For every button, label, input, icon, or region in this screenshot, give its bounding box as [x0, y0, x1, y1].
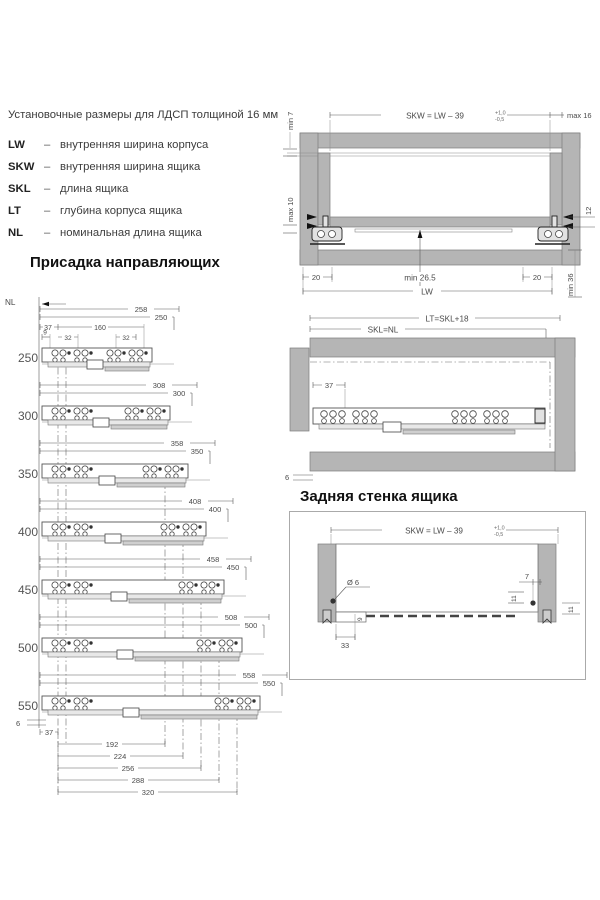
row-label: 400	[18, 525, 39, 539]
dim9-label: 9	[357, 617, 364, 621]
row-label: 300	[18, 409, 39, 423]
dim-160: 160	[94, 325, 106, 332]
row-label: 550	[18, 699, 39, 713]
skw-formula: SKW = LW – 39	[406, 111, 464, 121]
legend-term: NL	[8, 227, 24, 239]
chain-256: 256	[121, 764, 135, 773]
drawer-section	[318, 153, 562, 232]
dimension-chain	[40, 728, 237, 797]
row-label: 250	[18, 351, 39, 365]
dim11-label: 11	[511, 595, 518, 602]
rail-row-500	[18, 613, 269, 661]
dim-outer: 408	[188, 497, 202, 506]
legend-item	[8, 139, 278, 159]
lt-dimension	[310, 313, 560, 324]
intro-text: Установочные размеры для ЛДСП толщиной 16 мм	[8, 109, 279, 121]
slide-assembly	[313, 408, 545, 434]
dim-20-right: 20	[532, 273, 542, 282]
back-panel-drawing	[288, 510, 588, 682]
bottom-offset-dim	[16, 719, 46, 728]
row-label: 450	[18, 583, 39, 597]
max10-dimension	[283, 197, 297, 233]
rail-row-300	[18, 381, 197, 429]
legend-dash: –	[44, 227, 51, 239]
legend-desc: номинальная длина ящика	[60, 227, 202, 239]
dim11b-label: 11	[568, 606, 575, 613]
dim-inner: 550	[262, 679, 276, 688]
dim-inner: 250	[154, 313, 168, 322]
chain-37: 37	[44, 728, 54, 737]
rail-row-550	[18, 671, 287, 719]
rail-row-450	[18, 555, 251, 603]
max10-label: max 10	[286, 197, 295, 222]
dim-37	[313, 381, 345, 408]
skw-formula: SKW = LW – 39	[405, 526, 463, 536]
legend-dash: –	[44, 139, 51, 151]
legend-desc: длина ящика	[60, 183, 129, 195]
max16-label: max 16	[567, 111, 592, 120]
dim-6	[285, 473, 313, 482]
min36-label: min 36	[566, 273, 575, 296]
dim6-label: 6	[285, 473, 290, 482]
dim-inner: 500	[244, 621, 258, 630]
rail-row-400	[18, 497, 233, 545]
legend-desc: глубина корпуса ящика	[60, 205, 183, 217]
legend-term: LT	[8, 205, 21, 217]
tolerance-minus: -0,5	[495, 117, 505, 123]
tolerance-plus: +1,0	[494, 525, 505, 532]
legend-item	[8, 183, 278, 203]
rail-row-250	[18, 305, 179, 371]
min7-label: min 7	[286, 111, 295, 130]
tolerance-minus: -0,5	[494, 532, 504, 538]
dim12-label: 12	[584, 206, 593, 215]
legend-dash: –	[44, 161, 51, 173]
dim-inner: 300	[172, 389, 186, 398]
dim-inner: 400	[208, 505, 222, 514]
legend-term: SKW	[8, 161, 35, 173]
dim-outer: 508	[224, 613, 238, 622]
dim-outer: 308	[152, 381, 166, 390]
dim-min265: min 26.5	[404, 273, 436, 283]
section-heading-back-panel: Задняя стенка ящика	[300, 488, 458, 505]
dim-20-left: 20	[311, 273, 321, 282]
section-heading-drilling: Присадка направляющих	[30, 254, 220, 271]
legend-term: SKL	[8, 183, 31, 195]
min7-dimension	[283, 112, 297, 156]
side-view-drawing	[283, 310, 600, 488]
dim-32: 32	[64, 335, 72, 342]
cabinet-side	[290, 338, 575, 471]
legend-desc: внутренняя ширина корпуса	[60, 139, 209, 151]
cross-section-drawing	[283, 98, 600, 310]
dim-32: 32	[122, 335, 130, 342]
lt-formula: LT=SKL+18	[425, 314, 469, 324]
axis-label: NL	[5, 298, 16, 307]
legend-item	[8, 227, 278, 247]
chain-320: 320	[141, 788, 155, 797]
dim33-label: 33	[340, 641, 350, 650]
chain-192: 192	[105, 740, 119, 749]
rail-row-350	[18, 439, 215, 487]
legend-item	[8, 205, 278, 225]
legend-desc: внутренняя ширина ящика	[60, 161, 201, 173]
dim-outer: 358	[170, 439, 184, 448]
chain-224: 224	[113, 752, 127, 761]
legend-term: LW	[8, 139, 25, 151]
tolerance-plus: +1,0	[495, 110, 506, 117]
legend-dash: –	[44, 183, 51, 195]
dim-6: 6	[16, 719, 21, 728]
chain-288: 288	[131, 776, 145, 785]
row-label: 500	[18, 641, 39, 655]
legend-item	[8, 161, 278, 181]
dim-lw: LW	[421, 287, 433, 297]
skl-formula: SKL=NL	[367, 325, 399, 335]
row-label: 350	[18, 467, 39, 481]
dim-outer: 258	[134, 305, 148, 314]
dim-inner: 350	[190, 447, 204, 456]
rail-drilling-diagram	[2, 292, 294, 808]
dim-inner: 450	[226, 563, 240, 572]
max16-dimension	[550, 111, 592, 120]
dim37-label: 37	[324, 381, 334, 390]
dim-9: 9	[43, 329, 47, 337]
dim-outer: 458	[206, 555, 220, 564]
dim-outer: 558	[242, 671, 256, 680]
legend-dash: –	[44, 205, 51, 217]
dim-37: 37	[44, 325, 52, 332]
hole-dia-label: Ø 6	[347, 578, 360, 587]
dim7-label: 7	[524, 572, 530, 581]
